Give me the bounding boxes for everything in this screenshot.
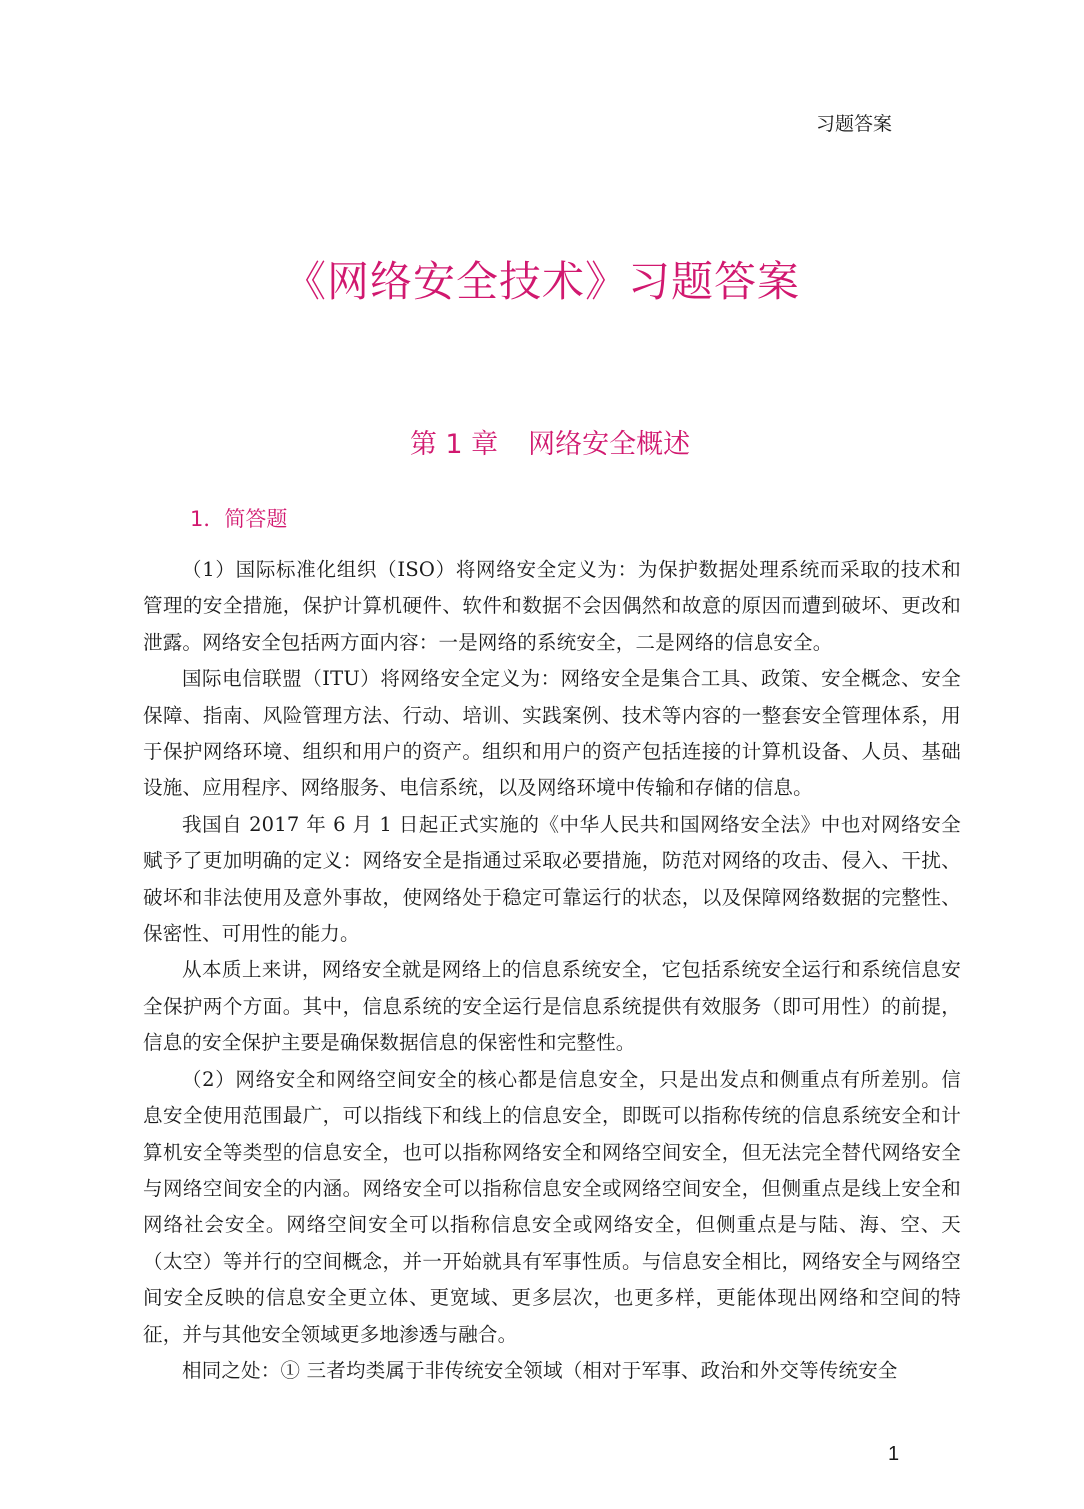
chapter-title: [0, 425, 1084, 465]
paragraph: （1）国际标准化组织（ISO）将网络安全定义为：为保护数据处理系统而采取的技术和管理的安全措施，保护计算机硬件、软件和数据不会因偶然和故意的原因而遭到破坏、更改和泄露。网络安全包括两方面内容：一是网络的系统安全，二是网络的信息安全。: [143, 558, 961, 654]
document-title: 《网络安全技术》习题答案: [283, 257, 800, 306]
page-number: 1: [888, 1443, 900, 1465]
paragraph: （2）网络安全和网络空间安全的核心都是信息安全，只是出发点和侧重点有所差别。信息安全使用范围最广，可以指线下和线上的信息安全，即既可以指称传统的信息系统安全和计算机安全等类型的信息安全，也可以指称网络安全和网络空间安全，但无法完全替代网络安全与网络空间安全的内涵。网络安全可以指称信息安全或网络空间安全，但侧重点是线上安全和网络社会安全。网络空间安全可以指称信息安全或网络安全，但侧重点是与陆、海、空、天（太空）等并行的空间概念，并一开始就具有军事性质。与信息安全相比，网络安全与网络空间安全反映的信息安全更立体、更宽域、更多层次，也更多样，更能体现出网络和空间的特征，并与其他安全领域更多地渗透与融合。: [143, 1067, 961, 1346]
chapter-name: 网络安全概述: [528, 429, 691, 460]
chapter-number: 第 1 章: [409, 429, 499, 460]
section-title: 1．简答题: [190, 507, 288, 531]
paragraph: 相同之处：① 三者均类属于非传统安全领域（相对于军事、政治和外交等传统安全: [182, 1358, 898, 1382]
body-text: [143, 552, 961, 1389]
running-header: 习题答案: [815, 113, 892, 135]
paragraph: 从本质上来讲，网络安全就是网络上的信息系统安全，它包括系统安全运行和系统信息安全保护两个方面。其中，信息系统的安全运行是信息系统提供有效服务（即可用性）的前提，信息的安全保护主要是确保数据信息的保密性和完整性。: [143, 958, 961, 1055]
paragraph: 我国自 2017 年 6 月 1 日起正式实施的《中华人民共和国网络安全法》中也对网络安全赋予了更加明确的定义：网络安全是指通过采取必要措施，防范对网络的攻击、侵入、干扰、破坏和非法使用及意外事故，使网络处于稳定可靠运行的状态，以及保障网络数据的完整性、保密性、可用性的能力。: [143, 812, 961, 946]
paragraph: 国际电信联盟（ITU）将网络安全定义为：网络安全是集合工具、政策、安全概念、安全保障、指南、风险管理方法、行动、培训、实践案例、技术等内容的一整套安全管理体系，用于保护网络环境、组织和用户的资产。组织和用户的资产包括连接的计算机设备、人员、基础设施、应用程序、网络服务、电信系统，以及网络环境中传输和存储的信息。: [143, 667, 961, 800]
